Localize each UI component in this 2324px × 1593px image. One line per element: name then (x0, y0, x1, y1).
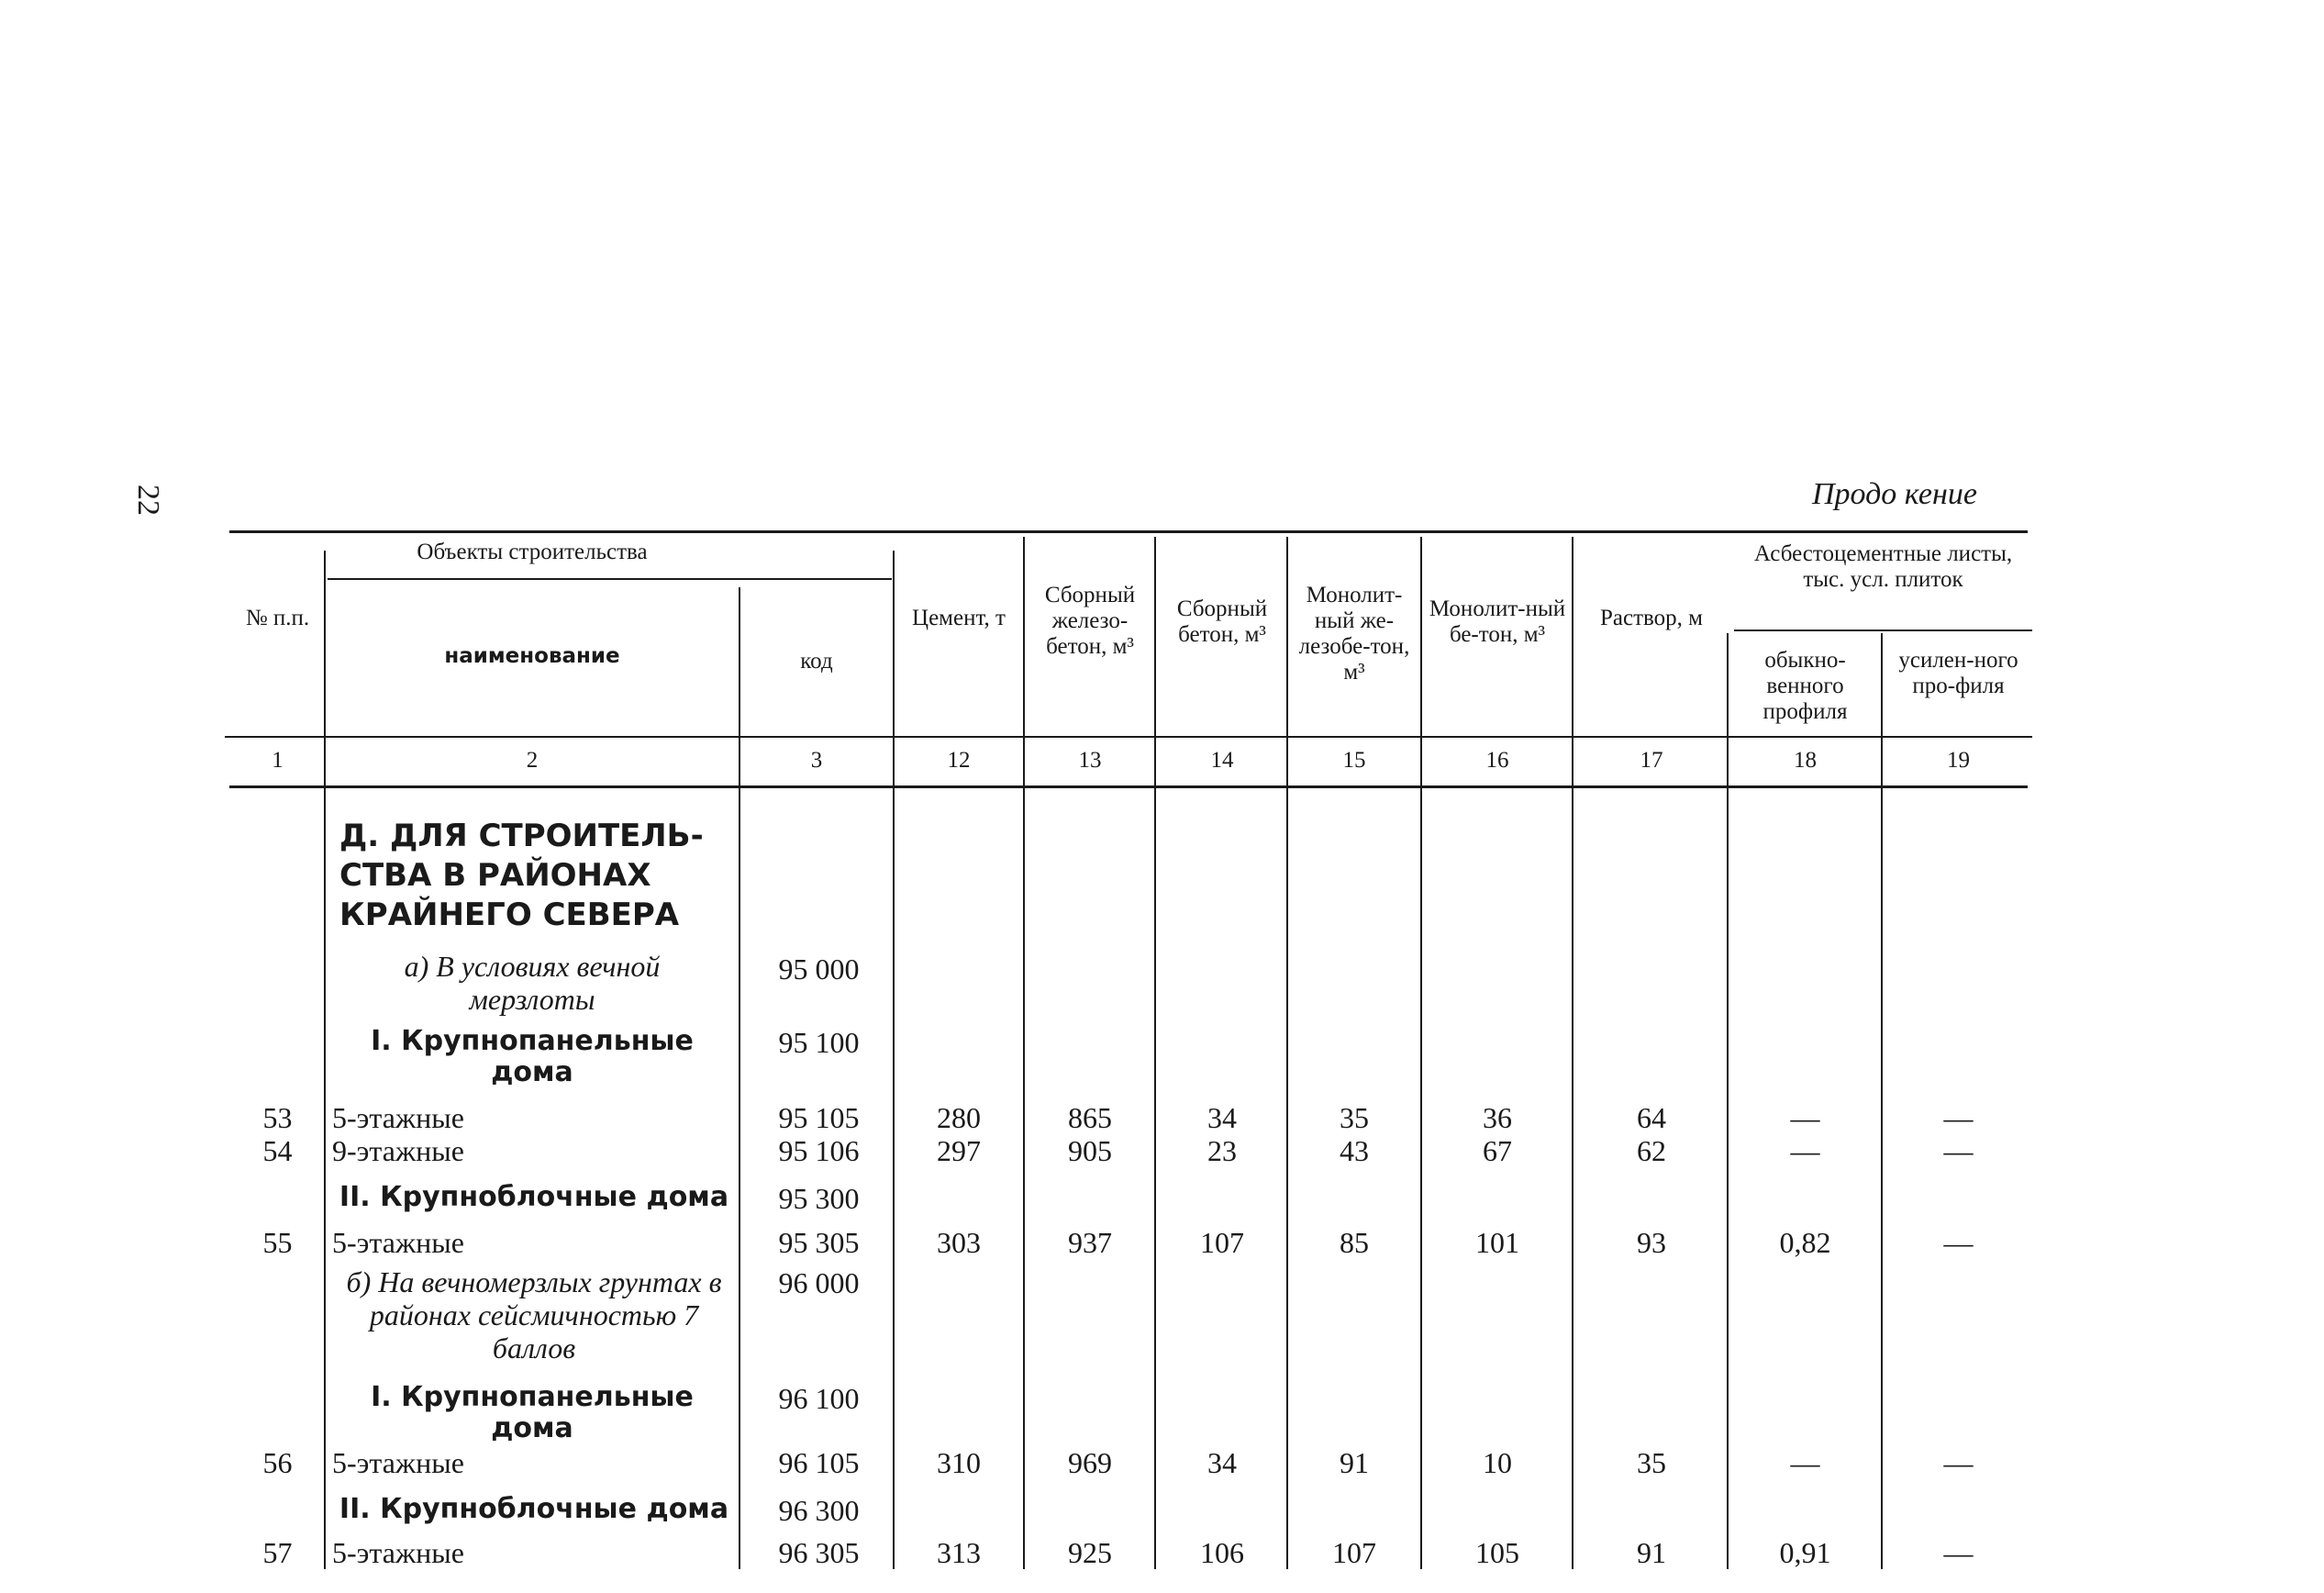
col-number: 1 (272, 748, 284, 773)
header-col-precast-rc: Сборный железо-бетон, м³ (1044, 583, 1136, 659)
cell-mc: 36 (1483, 1101, 1512, 1134)
cell-pc: 34 (1207, 1446, 1237, 1479)
code-cell: 95 100 (778, 1026, 860, 1059)
cell-cement: 310 (937, 1446, 981, 1479)
col-divider (1286, 537, 1288, 1569)
code-cell: 95 300 (778, 1182, 860, 1215)
col-divider (1881, 633, 1883, 1569)
cell-mortar: 64 (1637, 1101, 1666, 1134)
col-number: 12 (947, 748, 971, 773)
cell-prc: 905 (1068, 1134, 1112, 1167)
col-number: 15 (1342, 748, 1366, 773)
colnum-bottom-rule (229, 785, 2028, 788)
header-asbestos-group: Асбестоцементные листы, тыс. усл. плиток (1753, 541, 2013, 592)
col-number: 3 (810, 748, 823, 773)
cell-mc: 10 (1483, 1446, 1512, 1479)
header-bottom-rule (225, 736, 2032, 738)
header-col-monolithic-rc: Монолит-ный же-лезобе-тон, м³ (1298, 583, 1410, 685)
col-divider (324, 551, 326, 1569)
cell-name: 9-этажные (332, 1134, 464, 1167)
cell-no: 56 (262, 1446, 293, 1479)
col-number: 17 (1640, 748, 1663, 773)
col-number: 14 (1210, 748, 1234, 773)
cell-ord: — (1790, 1446, 1820, 1479)
section-title: Д. ДЛЯ СТРОИТЕЛЬ-СТВА В РАЙОНАХ КРАЙНЕГО СЕВЕРА (339, 818, 704, 933)
code-cell: 96 300 (778, 1494, 860, 1527)
header-col-reinforced: усилен-ного про-филя (1898, 648, 2018, 698)
asbestos-group-rule (1734, 629, 2032, 631)
cell-mc: 67 (1483, 1134, 1512, 1167)
header-col-no: № п.п. (245, 606, 310, 630)
cell-name: 5-этажные (332, 1536, 464, 1569)
code-cell: 96 100 (778, 1382, 860, 1415)
subsection-a-1: I. Крупнопанельные дома (371, 1025, 694, 1088)
cell-no: 57 (262, 1536, 293, 1569)
header-col-code: код (800, 649, 833, 674)
col-number: 13 (1078, 748, 1102, 773)
cell-cement: 297 (937, 1134, 981, 1167)
cell-mrc: 35 (1340, 1101, 1369, 1134)
cell-ord: — (1790, 1134, 1820, 1167)
cell-pc: 34 (1207, 1101, 1237, 1134)
cell-ord: 0,91 (1779, 1536, 1831, 1569)
cell-prc: 969 (1068, 1446, 1112, 1479)
subsection-a: а) В условиях вечной мерзлоты (404, 950, 661, 1016)
cell-mc: 105 (1475, 1536, 1519, 1569)
header-objects-group: Объекты строительства (417, 540, 648, 564)
cell-cement: 313 (937, 1536, 981, 1569)
cell-no: 53 (262, 1101, 293, 1134)
cell-pc: 106 (1200, 1536, 1244, 1569)
header-col-mortar: Раствор, м (1600, 606, 1703, 630)
cell-mrc: 107 (1332, 1536, 1376, 1569)
cell-ord: — (1790, 1101, 1820, 1134)
cell-mortar: 62 (1637, 1134, 1666, 1167)
cell-no: 55 (262, 1226, 293, 1259)
subsection-b-2: II. Крупноблочные дома (339, 1493, 729, 1525)
header-col-monolithic-concrete: Монолит-ный бе-тон, м³ (1429, 596, 1566, 647)
col-number: 16 (1485, 748, 1509, 773)
col-divider (1727, 633, 1729, 1569)
cell-mortar: 93 (1637, 1226, 1666, 1259)
col-divider (893, 551, 895, 1569)
cell-name: 5-этажные (332, 1101, 464, 1134)
cell-mc: 101 (1475, 1226, 1519, 1259)
cell-pc: 107 (1200, 1226, 1244, 1259)
cell-code: 95 305 (778, 1226, 860, 1259)
col-divider (739, 587, 740, 1569)
cell-cement: 280 (937, 1101, 981, 1134)
cell-name: 5-этажные (332, 1446, 464, 1479)
cell-code: 95 106 (778, 1134, 860, 1167)
cell-ord: 0,82 (1779, 1226, 1831, 1259)
cell-rein: — (1943, 1134, 1974, 1167)
col-divider (1572, 537, 1573, 1569)
cell-code: 95 105 (778, 1101, 860, 1134)
cell-prc: 937 (1068, 1226, 1112, 1259)
table-top-rule (229, 530, 2028, 533)
continuation-label: Продо кение (1812, 477, 1977, 511)
subsection-b-1: I. Крупнопанельные дома (371, 1381, 694, 1444)
col-divider (1420, 537, 1422, 1569)
header-col-cement: Цемент, т (912, 606, 1006, 630)
code-cell: 96 000 (778, 1266, 860, 1299)
cell-mortar: 91 (1637, 1536, 1666, 1569)
header-col-name: наименование (444, 644, 620, 668)
cell-code: 96 305 (778, 1536, 860, 1569)
code-cell: 95 000 (778, 952, 860, 986)
cell-rein: — (1943, 1536, 1974, 1569)
cell-mortar: 35 (1637, 1446, 1666, 1479)
cell-rein: — (1943, 1101, 1974, 1134)
header-col-precast-concrete: Сборный бетон, м³ (1176, 596, 1268, 647)
cell-mrc: 91 (1340, 1446, 1369, 1479)
header-col-ordinary: обыкно-венного профиля (1762, 648, 1848, 724)
col-number: 19 (1947, 748, 1970, 773)
subsection-b: б) На вечномерзлых грунтах в районах сейсмичностью 7 баллов (346, 1265, 722, 1365)
cell-no: 54 (262, 1134, 293, 1167)
subsection-a-2: II. Крупноблочные дома (339, 1181, 729, 1213)
cell-rein: — (1943, 1226, 1974, 1259)
page-number: 22 (131, 485, 165, 516)
cell-name: 5-этажные (332, 1226, 464, 1259)
cell-code: 96 105 (778, 1446, 860, 1479)
col-number: 2 (526, 748, 539, 773)
cell-prc: 865 (1068, 1101, 1112, 1134)
cell-cement: 303 (937, 1226, 981, 1259)
objects-group-rule (328, 578, 892, 580)
cell-mrc: 85 (1340, 1226, 1369, 1259)
col-divider (1154, 537, 1156, 1569)
cell-rein: — (1943, 1446, 1974, 1479)
col-divider (1023, 537, 1025, 1569)
cell-pc: 23 (1207, 1134, 1237, 1167)
cell-mrc: 43 (1340, 1134, 1369, 1167)
col-number: 18 (1794, 748, 1817, 773)
cell-prc: 925 (1068, 1536, 1112, 1569)
